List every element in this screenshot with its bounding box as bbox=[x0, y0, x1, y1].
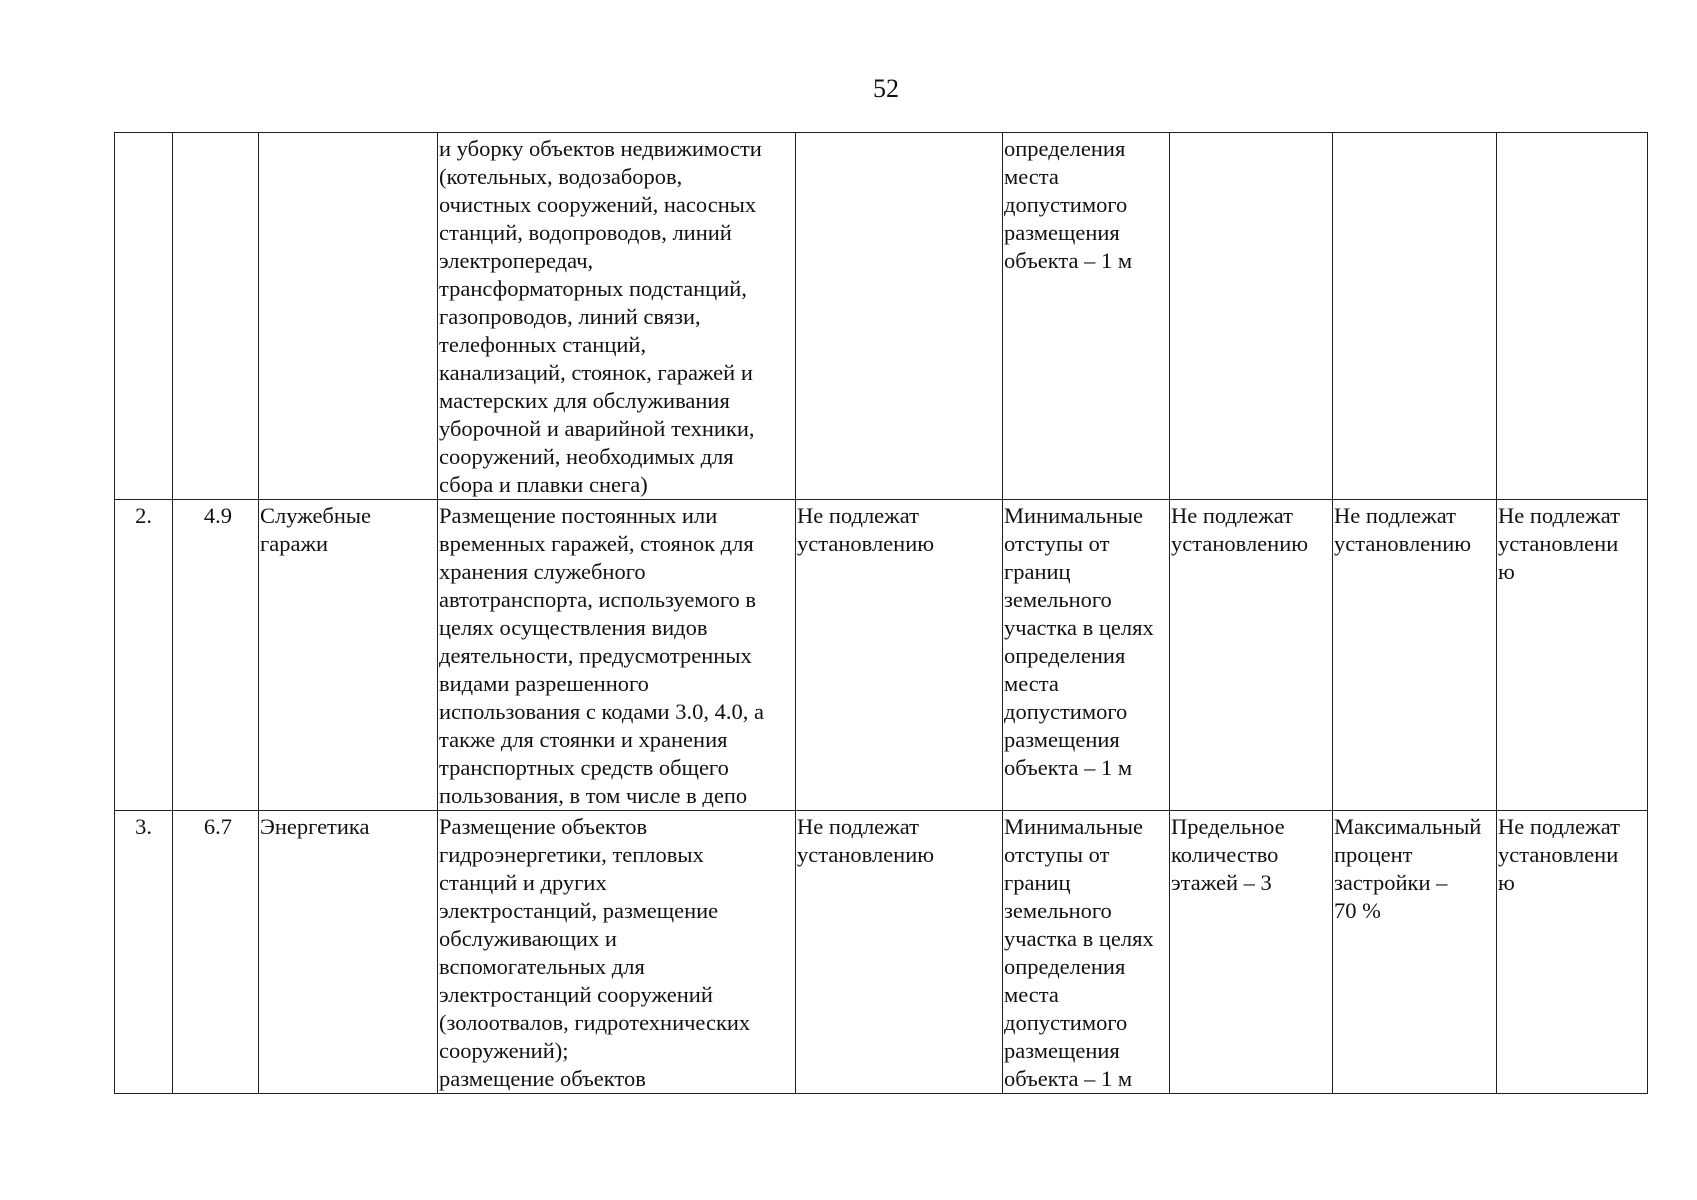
table-row bbox=[115, 500, 1648, 811]
row-number-cell: 2. bbox=[115, 500, 173, 811]
floors-cell: Не подлежат установлению bbox=[1170, 500, 1333, 811]
other-parameter-cell bbox=[1497, 133, 1648, 500]
use-name-cell: Энергетика bbox=[259, 811, 438, 1094]
parameter-cell bbox=[796, 133, 1003, 500]
page-number: 52 bbox=[873, 74, 899, 103]
row-number-cell bbox=[115, 133, 173, 500]
table-row bbox=[115, 133, 1648, 500]
table-row bbox=[115, 811, 1648, 1094]
other-parameter-cell: Не подлежат установлени ю bbox=[1497, 500, 1648, 811]
use-description-cell: Размещение постоянных или временных гаражей, стоянок для хранения служебного автотранспорта, используемого в целях осуществления видов деятельности, предусмотренных видами разрешенного использования с кодами 3.0, 4.0, а также для стоянки и хранения транспортных средств общего пользования, в том числе в депо bbox=[438, 500, 796, 811]
row-number-cell: 3. bbox=[115, 811, 173, 1094]
land-use-table bbox=[114, 132, 1648, 1094]
setback-cell: Минимальные отступы от границ земельного участка в целях определения места допустимого размещения объекта – 1 м bbox=[1003, 500, 1170, 811]
use-code-cell: 6.7 bbox=[173, 811, 259, 1094]
use-name-cell bbox=[259, 133, 438, 500]
coverage-cell: Не подлежат установлению bbox=[1333, 500, 1497, 811]
setback-cell: определения места допустимого размещения объекта – 1 м bbox=[1003, 133, 1170, 500]
setback-cell: Минимальные отступы от границ земельного участка в целях определения места допустимого размещения объекта – 1 м bbox=[1003, 811, 1170, 1094]
use-code-cell: 4.9 bbox=[173, 500, 259, 811]
use-code-cell bbox=[173, 133, 259, 500]
parameter-cell: Не подлежат установлению bbox=[796, 500, 1003, 811]
floors-cell: Предельное количество этажей – 3 bbox=[1170, 811, 1333, 1094]
other-parameter-cell: Не подлежат установлени ю bbox=[1497, 811, 1648, 1094]
parameter-cell: Не подлежат установлению bbox=[796, 811, 1003, 1094]
use-description-cell: и уборку объектов недвижимости (котельных, водозаборов, очистных сооружений, насосных станций, водопроводов, линий электропередач, трансформаторных подстанций, газопроводов, линий связи, телефонных станций, канализаций, стоянок, гаражей и мастерских для обслуживания уборочной и аварийной техники, сооружений, необходимых для сбора и плавки снега) bbox=[438, 133, 796, 500]
use-name-cell: Служебные гаражи bbox=[259, 500, 438, 811]
coverage-cell bbox=[1333, 133, 1497, 500]
coverage-cell: Максимальный процент застройки – 70 % bbox=[1333, 811, 1497, 1094]
floors-cell bbox=[1170, 133, 1333, 500]
use-description-cell: Размещение объектов гидроэнергетики, тепловых станций и других электростанций, размещение обслуживающих и вспомогательных для электростанций сооружений (золоотвалов, гидротехнических сооружений); размещение объектов bbox=[438, 811, 796, 1094]
